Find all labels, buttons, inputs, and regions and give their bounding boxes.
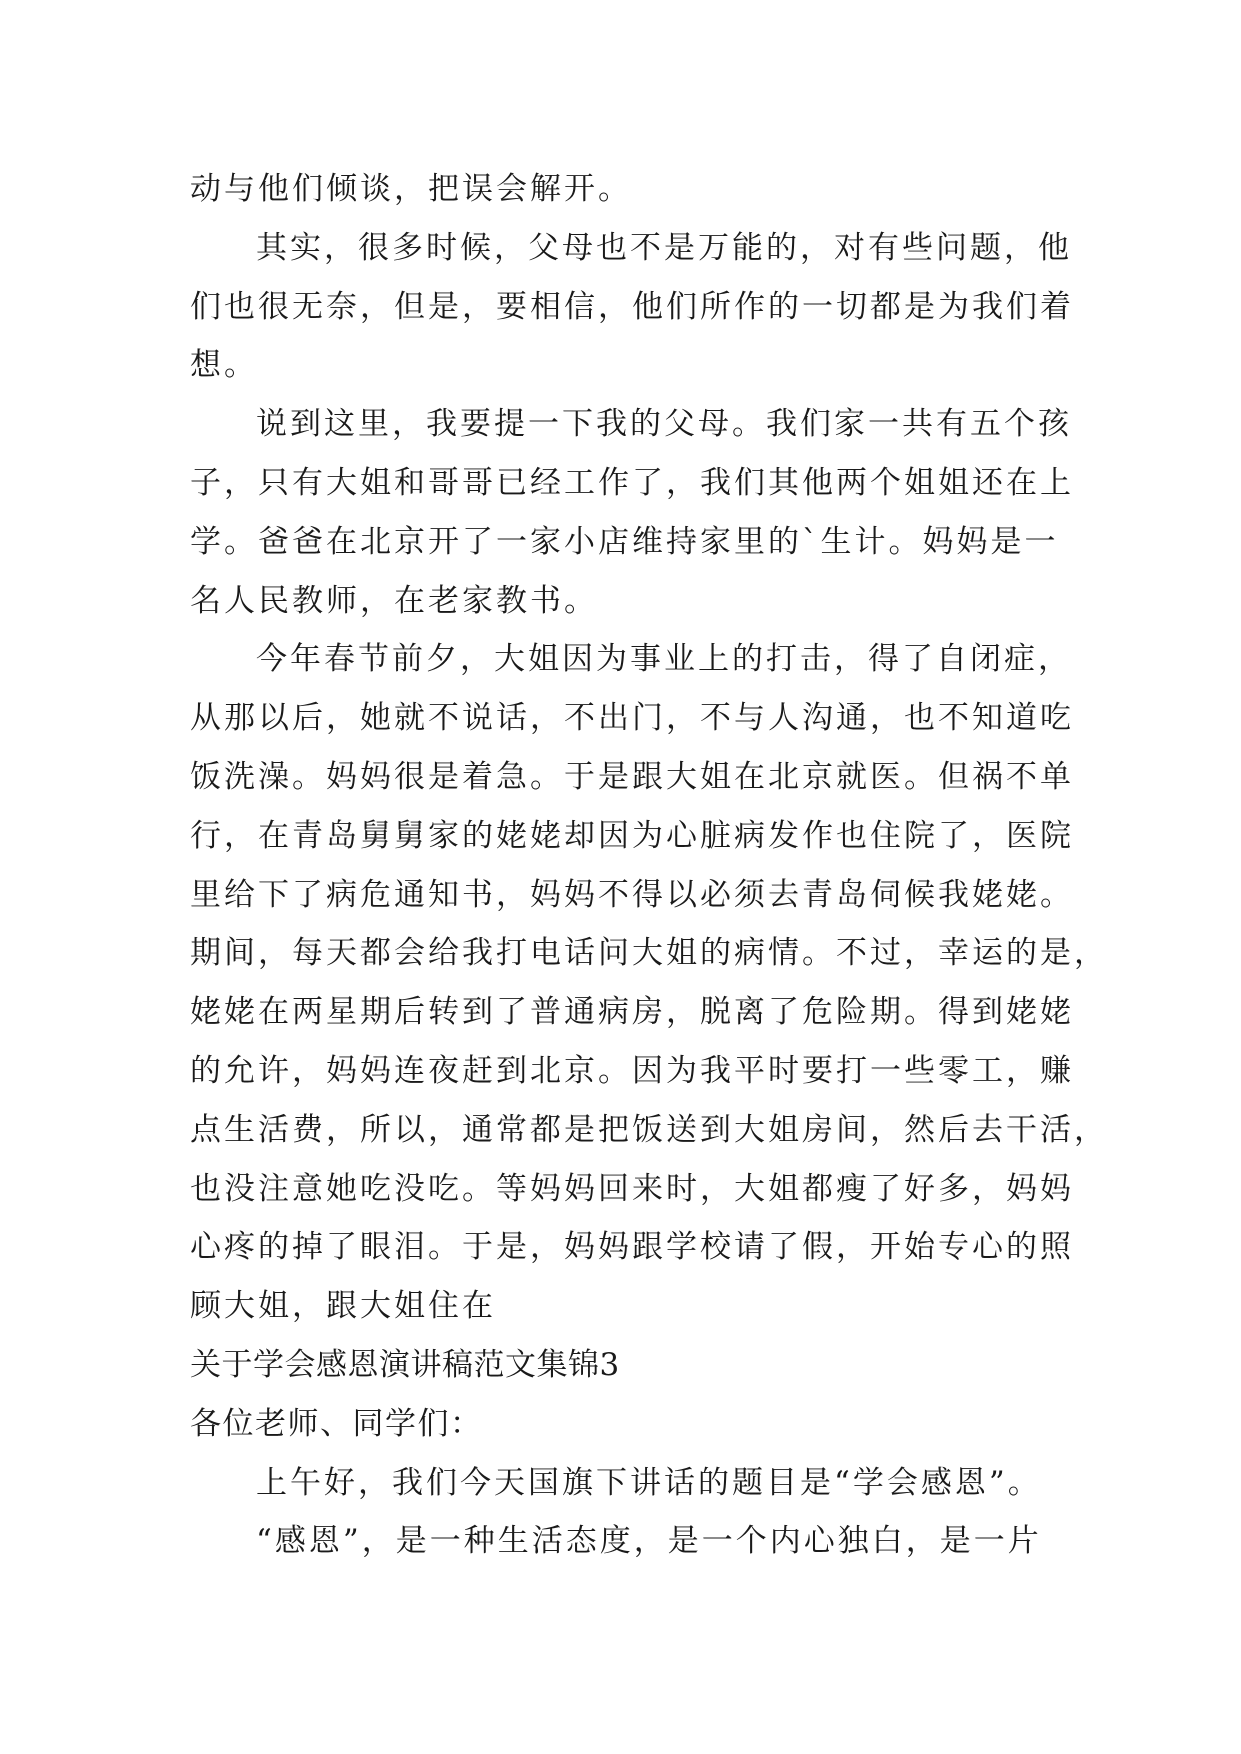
text-line: 想。: [190, 347, 258, 384]
paragraph-line: 今年春节前夕，大姐因为事业上的打击，得了自闭症，: [256, 641, 1072, 678]
text-line: 也没注意她吃没吃。等妈妈回来时，大姐都瘦了好多，妈妈: [190, 1170, 1074, 1207]
text-line: 饭洗澡。妈妈很是着急。于是跟大姐在北京就医。但祸不单: [190, 758, 1074, 795]
paragraph-line: 上午好，我们今天国旗下讲话的题目是“学会感恩”。: [256, 1464, 1042, 1501]
section-heading: 关于学会感恩演讲稿范文集锦3: [190, 1346, 620, 1383]
greeting-line: 各位老师、同学们：: [190, 1405, 483, 1442]
text-line: 的允许，妈妈连夜赶到北京。因为我平时要打一些零工，赚: [190, 1052, 1074, 1089]
text-line: 心疼的掉了眼泪。于是，妈妈跟学校请了假，开始专心的照: [190, 1229, 1074, 1266]
text-line: 学。爸爸在北京开了一家小店维持家里的`生计。妈妈是一: [190, 523, 1059, 560]
document-body: [190, 160, 1108, 1571]
text-line: 名人民教师，在老家教书。: [190, 582, 598, 619]
text-line: 从那以后，她就不说话，不出门，不与人沟通，也不知道吃: [190, 700, 1074, 737]
text-line: 期间，每天都会给我打电话问大姐的病情。不过，幸运的是，: [190, 935, 1108, 972]
text-line: 行，在青岛舅舅家的姥姥却因为心脏病发作也住院了，医院: [190, 817, 1074, 854]
text-line: 点生活费，所以，通常都是把饭送到大姐房间，然后去干活，: [190, 1111, 1108, 1148]
paragraph-line: 说到这里，我要提一下我的父母。我们家一共有五个孩: [256, 406, 1072, 443]
paragraph-line: “感恩”，是一种生活态度，是一个内心独白，是一片: [256, 1523, 1042, 1560]
text-line: 们也很无奈，但是，要相信，他们所作的一切都是为我们着: [190, 288, 1074, 325]
text-line: 子，只有大姐和哥哥已经工作了，我们其他两个姐姐还在上: [190, 464, 1074, 501]
text-line: 里给下了病危通知书，妈妈不得以必须去青岛伺候我姥姥。: [190, 876, 1074, 913]
text-line: 顾大姐，跟大姐住在: [190, 1288, 496, 1325]
paragraph-line: 其实，很多时候，父母也不是万能的，对有些问题，他: [256, 229, 1072, 266]
text-line: 姥姥在两星期后转到了普通病房，脱离了危险期。得到姥姥: [190, 994, 1074, 1031]
text-line: 动与他们倾谈，把误会解开。: [190, 171, 632, 207]
